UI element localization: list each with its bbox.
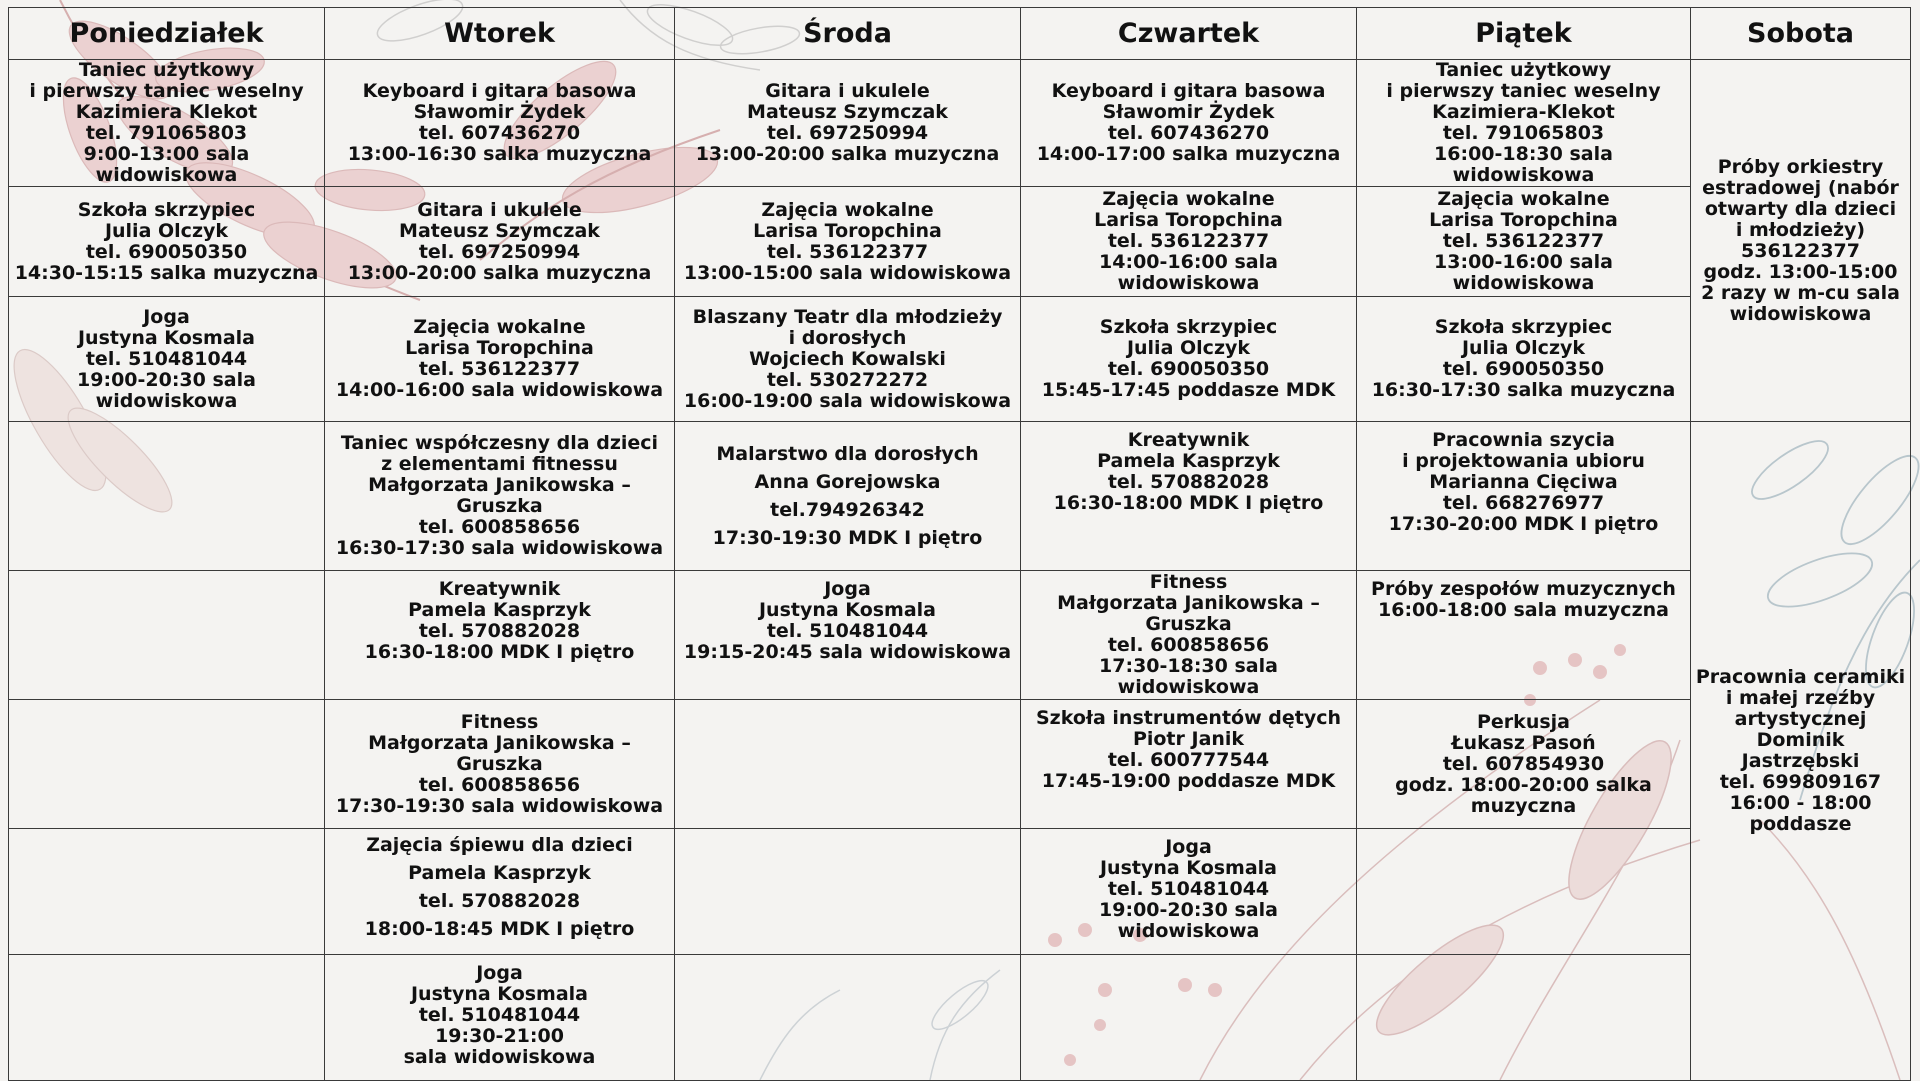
time-and-room: 17:30-18:30 sala widowiskowa <box>1099 655 1278 698</box>
phone-number: tel. 536122377 <box>1442 230 1605 252</box>
activity-name: Szkoła skrzypiec <box>77 198 256 221</box>
activity-name: Joga <box>824 578 871 600</box>
day-header-row <box>9 8 1911 60</box>
instructor-name: Wojciech Kowalski <box>749 347 946 370</box>
instructor-name: Gruszka <box>1145 613 1232 635</box>
phone-number: tel. 690050350 <box>85 240 248 263</box>
activity-name: Zajęcia wokalne <box>761 198 934 221</box>
instructor-name: Gruszka <box>456 495 543 517</box>
schedule-row <box>9 700 1911 829</box>
instructor-name: Jastrzębski <box>1741 750 1860 772</box>
time-and-room: 13:00-15:00 sala widowiskowa <box>683 261 1012 284</box>
time-and-room: 16:00 - 18:00 <box>1729 792 1872 814</box>
activity-name: Próby zespołów muzycznych <box>1371 578 1676 600</box>
instructor-name: Larisa Toropchina <box>405 337 594 359</box>
schedule-row <box>9 955 1911 1081</box>
phone-number: tel. 600777544 <box>1107 749 1270 771</box>
activity-name: Joga <box>143 305 190 328</box>
activity-detail: i pierwszy taniec weselny <box>1386 80 1661 102</box>
time-and-room: muzyczna <box>1470 794 1577 817</box>
activity-name: Szkoła instrumentów dętych <box>1036 707 1341 729</box>
phone-number: tel. 510481044 <box>418 1004 581 1026</box>
phone-number: tel. 536122377 <box>418 358 581 380</box>
phone-number: tel. 600858656 <box>418 516 581 538</box>
activity-name: Pracownia szycia <box>1432 429 1615 451</box>
activity-name: Szkoła skrzypiec <box>1099 316 1278 338</box>
time-and-room: 13:00-16:30 salka muzyczna <box>347 143 652 165</box>
time-and-room: 13:00-20:00 salka muzyczna <box>347 261 652 284</box>
instructor-name: Justyna Kosmala <box>410 983 589 1005</box>
phone-number: tel. 791065803 <box>85 122 248 144</box>
time-and-room: 19:15-20:45 sala widowiskowa <box>683 641 1012 663</box>
time-and-room: 16:30-18:00 MDK I piętro <box>1053 492 1324 514</box>
instructor-name: Pamela Kasprzyk <box>1097 450 1280 472</box>
activity-name: Malarstwo dla dorosłych <box>716 443 979 465</box>
activity-name: Joga <box>476 962 523 984</box>
time-and-room: 16:30-17:30 sala widowiskowa <box>335 537 664 559</box>
activity-detail: z elementami fitnessu <box>381 453 618 475</box>
activity-name: Gitara i ukulele <box>765 80 930 102</box>
instructor-name: Pamela Kasprzyk <box>408 862 591 884</box>
activity-name: Taniec użytkowy <box>1435 59 1612 81</box>
empty-cell <box>9 955 325 1081</box>
time-and-room: 17:30-19:30 MDK I piętro <box>712 527 983 549</box>
activity-cell <box>325 422 675 571</box>
day-header-wednesday: Środa <box>675 8 1021 60</box>
activity-cell <box>9 60 325 187</box>
empty-cell <box>9 829 325 955</box>
activity-cell <box>1021 700 1357 829</box>
activity-cell <box>675 60 1021 187</box>
activity-detail: i pierwszy taniec weselny <box>29 80 304 102</box>
activity-cell <box>325 297 675 422</box>
activity-cell <box>1021 60 1357 187</box>
instructor-name: Małgorzata Janikowska – <box>368 474 631 496</box>
activity-name: Fitness <box>1149 571 1228 593</box>
time-and-room: 9:00-13:00 sala widowiskowa <box>83 143 250 186</box>
time-and-room: 14:00-16:00 sala widowiskowa <box>1099 251 1278 294</box>
time-and-room: 2 razy w m-cu sala <box>1701 281 1900 304</box>
phone-number: tel. 699809167 <box>1719 771 1882 793</box>
day-header-thursday: Czwartek <box>1021 8 1357 60</box>
phone-number: tel. 697250994 <box>766 122 929 144</box>
instructor-name: Sławomir Żydek <box>413 101 586 123</box>
time-and-room: 17:45-19:00 poddasze MDK <box>1041 770 1336 792</box>
instructor-name: Justyna Kosmala <box>758 599 937 621</box>
instructor-name: Julia Olczyk <box>1461 337 1586 359</box>
time-and-room: 19:00-20:30 sala widowiskowa <box>77 368 256 412</box>
activity-name: Próby orkiestry <box>1717 155 1884 178</box>
time-and-room: 14:30-15:15 salka muzyczna <box>14 261 319 284</box>
schedule-row <box>9 422 1911 571</box>
phone-number: tel. 607854930 <box>1442 752 1605 775</box>
activity-detail: otwarty dla dzieci <box>1704 197 1897 220</box>
phone-number: tel. 510481044 <box>85 347 248 370</box>
phone-number: tel. 510481044 <box>1107 878 1270 900</box>
activity-cell <box>1357 60 1691 187</box>
activity-detail: i młodzieży) <box>1735 218 1866 241</box>
empty-cell <box>9 571 325 700</box>
empty-cell <box>1357 829 1691 955</box>
activity-detail: i małej rzeźby <box>1725 687 1876 709</box>
activity-cell <box>9 187 325 297</box>
time-and-room: 18:00-18:45 MDK I piętro <box>364 918 635 940</box>
activity-cell <box>1021 187 1357 297</box>
activity-cell <box>1021 571 1357 700</box>
time-and-room: 15:45-17:45 poddasze MDK <box>1041 379 1336 401</box>
phone-number: tel. 607436270 <box>1107 122 1270 144</box>
activity-name: Gitara i ukulele <box>417 198 582 221</box>
time-and-room: sala widowiskowa <box>403 1046 596 1068</box>
time-and-room: 16:00-18:30 sala widowiskowa <box>1434 143 1613 186</box>
activity-name: Taniec współczesny dla dzieci <box>340 432 659 454</box>
instructor-name: Justyna Kosmala <box>77 326 256 349</box>
phone-number: tel. 570882028 <box>1107 471 1270 493</box>
time-and-room: 19:00-20:30 sala widowiskowa <box>1099 899 1278 942</box>
empty-cell <box>9 700 325 829</box>
empty-cell <box>675 955 1021 1081</box>
schedule-row <box>9 829 1911 955</box>
schedule-row <box>9 60 1911 187</box>
instructor-name: Małgorzata Janikowska – <box>368 731 631 754</box>
activity-name: Zajęcia śpiewu dla dzieci <box>366 834 633 856</box>
instructor-name: Pamela Kasprzyk <box>408 599 591 621</box>
time-and-room: 16:30-18:00 MDK I piętro <box>364 641 635 663</box>
phone-number: tel. 690050350 <box>1442 358 1605 380</box>
activity-name: Keyboard i gitara basowa <box>362 80 637 102</box>
activity-name: Taniec użytkowy <box>78 59 255 81</box>
activity-name: Blaszany Teatr dla młodzieży <box>692 305 1003 328</box>
instructor-name: Julia Olczyk <box>1126 337 1251 359</box>
day-header-saturday: Sobota <box>1691 8 1911 60</box>
activity-cell <box>325 187 675 297</box>
phone-number: tel.794926342 <box>770 499 925 521</box>
instructor-name: Dominik <box>1756 729 1845 751</box>
empty-cell <box>675 700 1021 829</box>
activity-name: Perkusja <box>1477 710 1570 733</box>
time-and-room: godz. 13:00-15:00 <box>1703 260 1898 283</box>
time-and-room: 14:00-16:00 sala widowiskowa <box>335 379 664 401</box>
time-and-room: 17:30-20:00 MDK I piętro <box>1388 513 1659 535</box>
empty-cell <box>9 422 325 571</box>
time-and-room: 17:30-19:30 sala widowiskowa <box>335 794 664 817</box>
activity-name: Szkoła skrzypiec <box>1434 316 1613 338</box>
instructor-name: Gruszka <box>456 752 543 775</box>
activity-cell <box>1357 422 1691 571</box>
activity-cell <box>675 571 1021 700</box>
activity-name: Zajęcia wokalne <box>1102 188 1275 210</box>
activity-detail: artystycznej <box>1734 708 1867 730</box>
schedule-row <box>9 571 1911 700</box>
phone-number: tel. 536122377 <box>766 240 929 263</box>
activity-name: Kreatywnik <box>1127 429 1250 451</box>
instructor-name: Piotr Janik <box>1132 728 1245 750</box>
activity-name: Fitness <box>460 710 539 733</box>
instructor-name: Łukasz Pasoń <box>1451 731 1596 754</box>
time-and-room: 16:00-18:00 sala muzyczna <box>1378 599 1669 621</box>
activity-cell <box>1357 187 1691 297</box>
empty-cell <box>675 829 1021 955</box>
time-and-room: 13:00-16:00 sala widowiskowa <box>1434 251 1613 294</box>
activity-cell <box>9 297 325 422</box>
day-header-monday: Poniedziałek <box>9 8 325 60</box>
activity-cell <box>1357 571 1691 700</box>
activity-cell <box>1357 297 1691 422</box>
phone-number: tel. 600858656 <box>1107 634 1270 656</box>
time-and-room: poddasze <box>1749 813 1852 835</box>
activity-cell <box>1691 422 1911 1081</box>
activity-cell <box>1021 829 1357 955</box>
phone-number: tel. 530272272 <box>766 368 929 391</box>
weekly-schedule-table <box>8 7 1911 1081</box>
activity-cell <box>1021 297 1357 422</box>
activity-cell <box>675 187 1021 297</box>
activity-cell <box>325 571 675 700</box>
day-header-tuesday: Wtorek <box>325 8 675 60</box>
instructor-name: Kazimiera Klekot <box>75 101 258 123</box>
instructor-name: Julia Olczyk <box>104 219 229 242</box>
time-and-room: 16:30-17:30 salka muzyczna <box>1371 379 1676 401</box>
instructor-name: Małgorzata Janikowska – <box>1057 592 1320 614</box>
instructor-name: Sławomir Żydek <box>1102 101 1275 123</box>
time-and-room: 16:00-19:00 sala widowiskowa <box>683 389 1012 412</box>
phone-number: tel. 791065803 <box>1442 122 1605 144</box>
instructor-name: Mateusz Szymczak <box>399 219 600 242</box>
day-header-friday: Piątek <box>1357 8 1691 60</box>
phone-number: tel. 570882028 <box>418 890 581 912</box>
activity-cell <box>1691 60 1911 422</box>
activity-cell <box>1357 700 1691 829</box>
phone-number: tel. 600858656 <box>418 773 581 796</box>
phone-number: tel. 607436270 <box>418 122 581 144</box>
phone-number: tel. 536122377 <box>1107 230 1270 252</box>
activity-name: Keyboard i gitara basowa <box>1051 80 1326 102</box>
time-and-room: 14:00-17:00 salka muzyczna <box>1036 143 1341 165</box>
phone-number: tel. 697250994 <box>418 240 581 263</box>
instructor-name: Kazimiera-Klekot <box>1432 101 1615 123</box>
activity-cell <box>325 955 675 1081</box>
activity-detail: estradowej (nabór <box>1702 176 1899 199</box>
activity-detail: i projektowania ubioru <box>1402 450 1645 472</box>
activity-cell <box>675 422 1021 571</box>
instructor-name: Marianna Cięciwa <box>1429 471 1618 493</box>
instructor-name: Mateusz Szymczak <box>747 101 948 123</box>
activity-cell <box>325 829 675 955</box>
phone-number: 536122377 <box>1741 239 1860 262</box>
time-and-room: 13:00-20:00 salka muzyczna <box>695 143 1000 165</box>
empty-cell <box>1357 955 1691 1081</box>
activity-name: Kreatywnik <box>438 578 561 600</box>
activity-cell <box>675 297 1021 422</box>
activity-name: Joga <box>1165 836 1212 858</box>
activity-cell <box>325 700 675 829</box>
activity-name: Pracownia ceramiki <box>1695 666 1906 688</box>
time-and-room: widowiskowa <box>1729 302 1872 325</box>
phone-number: tel. 690050350 <box>1107 358 1270 380</box>
instructor-name: Anna Gorejowska <box>754 471 941 493</box>
time-and-room: 19:30-21:00 <box>435 1025 564 1047</box>
instructor-name: Larisa Toropchina <box>753 219 942 242</box>
phone-number: tel. 668276977 <box>1442 492 1605 514</box>
schedule-row <box>9 187 1911 297</box>
instructor-name: Larisa Toropchina <box>1094 209 1283 231</box>
phone-number: tel. 510481044 <box>766 620 929 642</box>
activity-name: Zajęcia wokalne <box>1437 188 1610 210</box>
instructor-name: Justyna Kosmala <box>1099 857 1278 879</box>
activity-cell <box>1021 422 1357 571</box>
activity-detail: i dorosłych <box>788 326 907 349</box>
instructor-name: Larisa Toropchina <box>1429 209 1618 231</box>
empty-cell <box>1021 955 1357 1081</box>
schedule-row <box>9 297 1911 422</box>
activity-name: Zajęcia wokalne <box>413 316 586 338</box>
activity-cell <box>325 60 675 187</box>
time-and-room: godz. 18:00-20:00 salka <box>1395 773 1652 796</box>
phone-number: tel. 570882028 <box>418 620 581 642</box>
